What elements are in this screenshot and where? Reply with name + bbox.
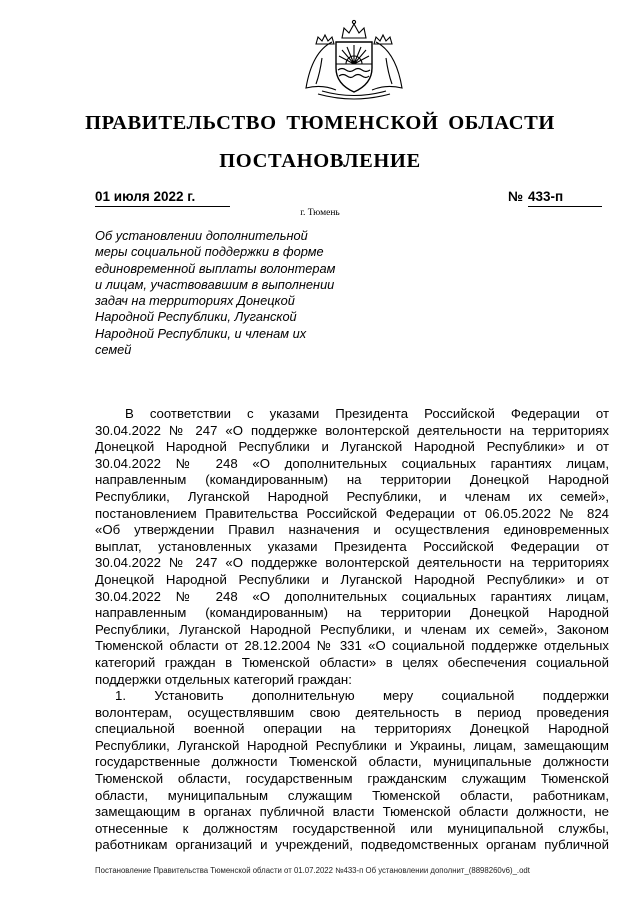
document-city: г. Тюмень — [300, 208, 340, 218]
document-type: ПОСТАНОВЛЕНИЕ — [219, 150, 421, 172]
subject-line: Об установлении дополнительной — [95, 228, 308, 243]
subject-line: единовременной выплаты волонтерам — [95, 260, 336, 276]
body-line: государственные должности Тюменской области, муниципальные должности — [95, 754, 609, 770]
body-line: постановлением Правительства Российской Федерации от 06.05.2022 № 824 — [95, 505, 609, 521]
subject-line: Народной Республики, Луганской — [95, 309, 297, 325]
body-line: поддержки отдельных категорий граждан: — [95, 671, 352, 687]
body-line: Тюменской области от 28.12.2004 № 331 «О социальной поддержке отдельных — [95, 638, 609, 654]
document-body — [95, 406, 609, 854]
document-number: 433-п — [528, 188, 602, 207]
organization-title: ПРАВИТЕЛЬСТВО ТЮМЕНСКОЙ ОБЛАСТИ — [85, 112, 555, 134]
body-line: 30.04.2022 № 248 «О дополнительных социальных гарантиях лицам, — [95, 455, 609, 471]
body-line: В соответствии с указами Президента Российской Федерации от — [125, 406, 609, 421]
body-line: Донецкой Народной Республики и Луганской Народной Республики» и от — [95, 571, 609, 587]
document-date: 01 июля 2022 г. — [95, 188, 230, 207]
body-line: направленным (командированным) на территории Донецкой Народной — [95, 472, 609, 488]
body-line: 30.04.2022 № 247 «О поддержке волонтерской деятельности на территориях — [95, 422, 609, 438]
body-line: 30.04.2022 № 247 «О поддержке волонтерской деятельности на территориях — [95, 555, 609, 571]
body-line: категорий граждан в Тюменской области» в целях обеспечения социальной — [95, 654, 609, 670]
body-line: Тюменской области, государственным гражданским служащим Тюменской — [95, 771, 609, 787]
document-footer: Постановление Правительства Тюменской области от 01.07.2022 №433-п Об установлении дополнит_(8898260v6)_.odt — [95, 866, 530, 875]
body-line: отнесенные к должностям государственной или муниципальной службы, — [95, 820, 609, 836]
body-line: специальной военной операции на территориях Донецкой Народной — [95, 721, 609, 737]
body-line: волонтерам, осуществлявшим свою деятельность в период проведения — [95, 704, 609, 720]
body-line: «Об утверждении Правил назначения и осуществления единовременных — [95, 522, 609, 538]
subject-line: меры социальной поддержки в форме — [95, 244, 324, 260]
body-line: Республики, Луганской Народной Республики, и членам их семей», Законом — [95, 621, 609, 637]
body-line: 1. Установить дополнительную меру социальной поддержки — [115, 688, 609, 704]
subject-line: задач на территориях Донецкой — [95, 293, 295, 309]
body-line: работникам организаций и учреждений, подведомственных органам публичной — [95, 837, 609, 853]
body-line: выплат, установленных указами Президента Российской Федерации от — [95, 538, 609, 554]
subject-line: Народной Республики, и членам их — [95, 325, 307, 341]
body-line: Республики, Луганской Народной Республики, и членам их семей», — [95, 488, 609, 504]
number-sign: № — [508, 189, 524, 204]
subject-line: и лицам, участвовавшим в выполнении — [95, 276, 335, 292]
body-line: замещающим в органах публичной власти Тюменской области должности, не — [95, 804, 609, 820]
body-line: Республики, Луганской Народной Республики и Украины, лицам, замещающим — [95, 737, 609, 753]
document-subject — [95, 228, 367, 358]
subject-line: семей — [95, 342, 132, 358]
coat-of-arms-icon — [292, 18, 416, 100]
body-line: области, муниципальным служащим Тюменской области, работникам, — [95, 787, 609, 803]
body-line: направленным (командированным) на территории Донецкой Народной — [95, 605, 609, 621]
document-number-field — [508, 188, 604, 207]
body-line: Донецкой Народной Республики и Луганской Народной Республики» и от — [95, 439, 609, 455]
body-line: 30.04.2022 № 248 «О дополнительных социальных гарантиях лицам, — [95, 588, 609, 604]
